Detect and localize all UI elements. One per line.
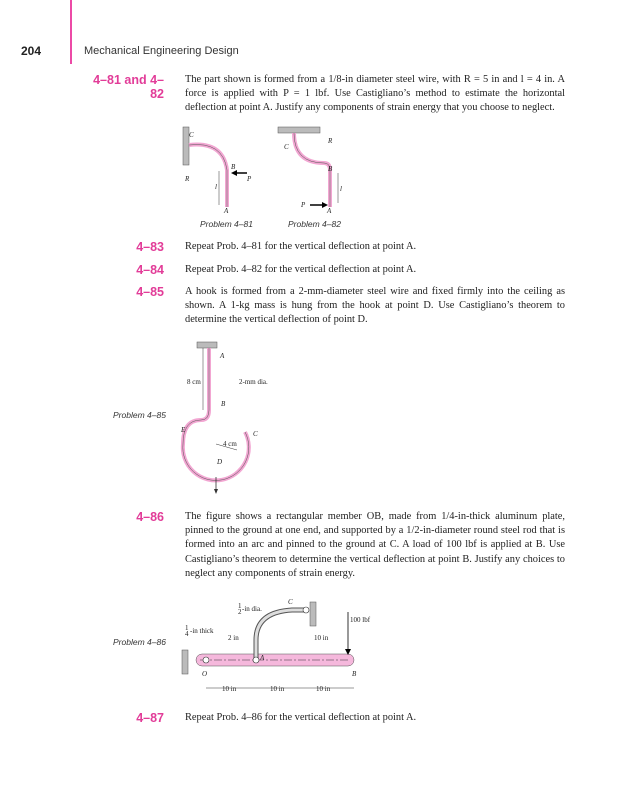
- pin-O: [203, 657, 209, 663]
- label-B: B: [352, 670, 357, 678]
- hook-wire: [183, 348, 249, 480]
- label-D: D: [217, 458, 223, 466]
- caption-4-82: Problem 4–82: [288, 219, 341, 229]
- label-O: O: [202, 670, 208, 678]
- hook-outline: [183, 348, 249, 480]
- label-8cm: 8 cm: [187, 378, 201, 386]
- ceiling-support: [278, 127, 320, 133]
- problem-text-4-86: The figure shows a rectangular member OB, made from 1/4-in-thick aluminum plate, pinned to the ground at one end, and supported by a 1/2-in-diameter round steel rod that is formed into an arc and pinned to the ground at C. A load of 100 lbf is applied at B. Use Castigliano’s theorem to determine the vertical deflection at point B. Justify any choices to neglect any components of strain energy.: [185, 511, 565, 579]
- label-l: l: [215, 183, 217, 191]
- problem-text-4-85: A hook is formed from a 2-mm-diameter steel wire and fixed firmly into the ceiling as shown. A 1-kg mass is hung from the hook at point D. Use Castigliano’s theorem to determine the vertical deflection of point D.: [185, 286, 565, 326]
- problem-number-4-87: 4–87: [136, 711, 164, 725]
- steel-rod: [256, 610, 306, 658]
- problem-number-4-83: 4–83: [136, 240, 164, 254]
- label-P: P: [301, 201, 306, 209]
- wire: [189, 145, 227, 207]
- label-thick: -in thick: [190, 627, 214, 635]
- ground-left: [182, 650, 188, 674]
- caption-4-81: Problem 4–81: [200, 219, 253, 229]
- figure-4-85: [175, 340, 295, 490]
- pin-C: [303, 607, 309, 613]
- caption-4-86: Problem 4–86: [113, 637, 166, 647]
- label-l: l: [340, 185, 342, 193]
- label-E: E: [181, 426, 186, 434]
- caption-4-85: Problem 4–85: [113, 410, 166, 420]
- label-dim-c: 10 in: [316, 685, 331, 693]
- problem-text-4-81-82: The part shown is formed from a 1/8-in diameter steel wire, with R = 5 in and l = 4 in. A force is applied with P = 1 lbf. Use Castigliano’s method to estimate the horizontal deflection at point A. Justify any components of strain energy that you choose to neglect.: [185, 74, 565, 114]
- problem-text-4-84: Repeat Prob. 4–82 for the vertical deflection at point A.: [185, 264, 417, 275]
- problem-number-4-81-82: 4–81 and 4–82: [93, 73, 164, 101]
- label-rod-num: 1: [238, 602, 242, 610]
- label-4cm: 4 cm: [223, 440, 237, 448]
- figure-4-82: [272, 125, 372, 225]
- label-R: R: [328, 137, 333, 145]
- problem-number-4-86: 4–86: [136, 510, 164, 524]
- margin-rule: [70, 0, 72, 64]
- label-B: B: [231, 163, 236, 171]
- label-dim-b: 10 in: [270, 685, 285, 693]
- label-dim-a: 10 in: [222, 685, 237, 693]
- label-C: C: [284, 143, 289, 151]
- label-10in-v: 10 in: [314, 634, 329, 642]
- ceiling: [197, 342, 217, 348]
- wire: [294, 133, 330, 207]
- label-B: B: [221, 400, 226, 408]
- label-wire: 2-mm dia.: [239, 378, 268, 386]
- label-rod: -in dia.: [242, 605, 262, 613]
- problem-number-4-85: 4–85: [136, 285, 164, 299]
- problem-number-4-84: 4–84: [136, 263, 164, 277]
- figure-4-86: [182, 598, 382, 698]
- label-A: A: [260, 654, 265, 662]
- label-A: A: [224, 207, 229, 215]
- label-thick-den: 4: [185, 630, 189, 638]
- label-P: P: [247, 175, 252, 183]
- ground-c: [310, 602, 316, 626]
- problem-text-4-87: Repeat Prob. 4–86 for the vertical deflection at point A.: [185, 712, 417, 723]
- page-number: 204: [21, 44, 42, 58]
- label-2in: 2 in: [228, 634, 239, 642]
- pin-A: [253, 657, 259, 663]
- load-arrow-head: [214, 489, 218, 494]
- problem-text-4-83: Repeat Prob. 4–81 for the vertical deflection at point A.: [185, 241, 417, 252]
- running-title: Mechanical Engineering Design: [84, 45, 239, 57]
- label-rod-den: 2: [238, 608, 242, 616]
- label-C: C: [288, 598, 293, 606]
- label-A: A: [220, 352, 225, 360]
- label-C: C: [253, 430, 258, 438]
- figure-4-81: [175, 125, 275, 225]
- label-thick-num: 1: [185, 624, 189, 632]
- label-B: B: [328, 165, 333, 173]
- wire-outline: [294, 133, 330, 207]
- label-C: C: [189, 131, 194, 139]
- label-A: A: [327, 207, 332, 215]
- label-R: R: [185, 175, 190, 183]
- label-load: 100 lbf: [350, 616, 371, 624]
